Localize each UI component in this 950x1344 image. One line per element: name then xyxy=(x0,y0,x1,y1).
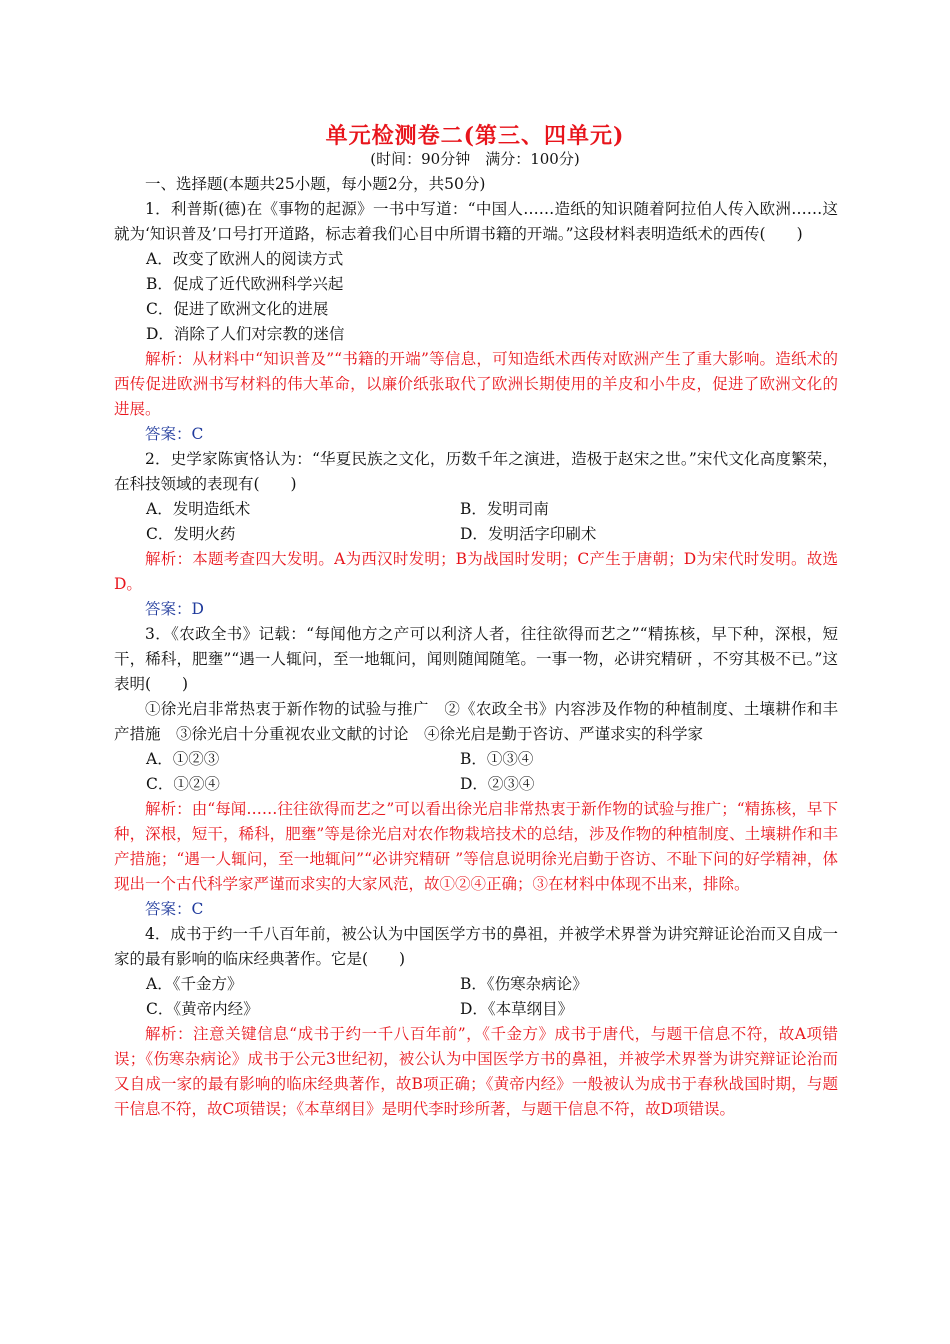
question-4 xyxy=(114,922,838,1122)
option-c: C．发明火药 xyxy=(146,525,236,543)
option-row xyxy=(114,747,838,772)
answer-text: 答案：C xyxy=(145,425,204,443)
page-subtitle: (时间：90分钟 满分：100分) xyxy=(370,150,580,168)
question-stem: 1．利普斯(德)在《事物的起源》一书中写道：“中国人……造纸的知识随着阿拉伯人传入欧洲……这就为‘知识普及’口号打开道路，标志着我们心目中所谓书籍的开端。”这段材料表明造纸术的西传( ) xyxy=(114,200,838,243)
option-a: A．《千金方》 xyxy=(146,975,243,993)
section-heading: 一、选择题(本题共25小题，每小题2分，共50分) xyxy=(145,175,486,193)
analysis-text: 解析：本题考查四大发明。A为西汉时发明；B为战国时发明；C产生于唐朝；D为宋代时发明。故选D。 xyxy=(114,550,838,593)
option-b: B．①③④ xyxy=(460,750,534,768)
option-a: A．发明造纸术 xyxy=(146,500,251,518)
analysis-text: 解析：注意关键信息“成书于约一千八百年前”，《千金方》成书于唐代，与题干信息不符，故A项错误；《伤寒杂病论》成书于公元3世纪初，被公认为中国医学方书的鼻祖，并被学术界誉为讲究辩证论治而又自成一家的最有影响的临床经典著作，故B项正确；《黄帝内经》一般被认为成书于春秋战国时期，与题干信息不符，故C项错误；《本草纲目》是明代李时珍所著，与题干信息不符，故D项错误。 xyxy=(114,1025,838,1118)
option-d: D．发明活字印刷术 xyxy=(460,525,597,543)
option-d: D．《本草纲目》 xyxy=(460,1000,574,1018)
option-row xyxy=(114,522,838,547)
option-row xyxy=(114,997,838,1022)
question-stem: 3．《农政全书》记载：“每闻他方之产可以利济人者，往往欲得而艺之”“精拣核，早下种，深根，短干，稀科，肥壅”“遇一人辄问，至一地辄问，闻则随闻随笔。一事一物，必讲究精研 ，不穷其极不已。”这表明( ) xyxy=(114,625,838,693)
option-c: C．①②④ xyxy=(146,775,220,793)
option-c: C．《黄帝内经》 xyxy=(146,1000,259,1018)
question-items: ①徐光启非常热衷于新作物的试验与推广 ②《农政全书》内容涉及作物的种植制度、土壤耕作和丰产措施 ③徐光启十分重视农业文献的讨论 ④徐光启是勤于咨访、严谨求实的科学家 xyxy=(114,700,838,743)
document-content xyxy=(114,172,838,1122)
option-row xyxy=(114,772,838,797)
analysis-text: 解析：由“每闻……往往欲得而艺之”可以看出徐光启非常热衷于新作物的试验与推广；“精拣核，早下种，深根，短干，稀科，肥壅”等是徐光启对农作物栽培技术的总结，涉及作物的种植制度、土壤耕作和丰产措施；“遇一人辄问，至一地辄问”“必讲究精研 ”等信息说明徐光启勤于咨访、不耻下问的好学精神，体现出一个古代科学家严谨而求实的大家风范，故①②④正确；③在材料中体现不出来，排除。 xyxy=(114,800,838,893)
option-c: C．促进了欧洲文化的进展 xyxy=(146,300,329,318)
option-a: A．改变了欧洲人的阅读方式 xyxy=(146,250,344,268)
option-row xyxy=(114,497,838,522)
option-row xyxy=(114,972,838,997)
option-b: B．《伤寒杂病论》 xyxy=(460,975,588,993)
page-title: 单元检测卷二(第三、四单元) xyxy=(325,123,625,149)
option-b: B．发明司南 xyxy=(460,500,549,518)
option-b: B．促成了近代欧洲科学兴起 xyxy=(146,275,344,293)
option-a: A．①②③ xyxy=(146,750,220,768)
answer-text: 答案：D xyxy=(145,600,204,618)
answer-text: 答案：C xyxy=(145,900,204,918)
option-d: D．②③④ xyxy=(460,775,535,793)
option-d: D．消除了人们对宗教的迷信 xyxy=(146,325,345,343)
question-1 xyxy=(114,197,838,447)
question-stem: 2．史学家陈寅恪认为：“华夏民族之文化，历数千年之演进，造极于赵宋之世。”宋代文化高度繁荣，在科技领域的表现有( ) xyxy=(114,450,838,493)
analysis-text: 解析：从材料中“知识普及”“书籍的开端”等信息，可知造纸术西传对欧洲产生了重大影响。造纸术的西传促进欧洲书写材料的伟大革命，以廉价纸张取代了欧洲长期使用的羊皮和小牛皮，促进了欧洲文化的进展。 xyxy=(114,350,838,418)
question-2 xyxy=(114,447,838,622)
question-stem: 4．成书于约一千八百年前，被公认为中国医学方书的鼻祖，并被学术界誉为讲究辩证论治而又自成一家的最有影响的临床经典著作。它是( ) xyxy=(114,925,838,968)
question-3 xyxy=(114,622,838,922)
